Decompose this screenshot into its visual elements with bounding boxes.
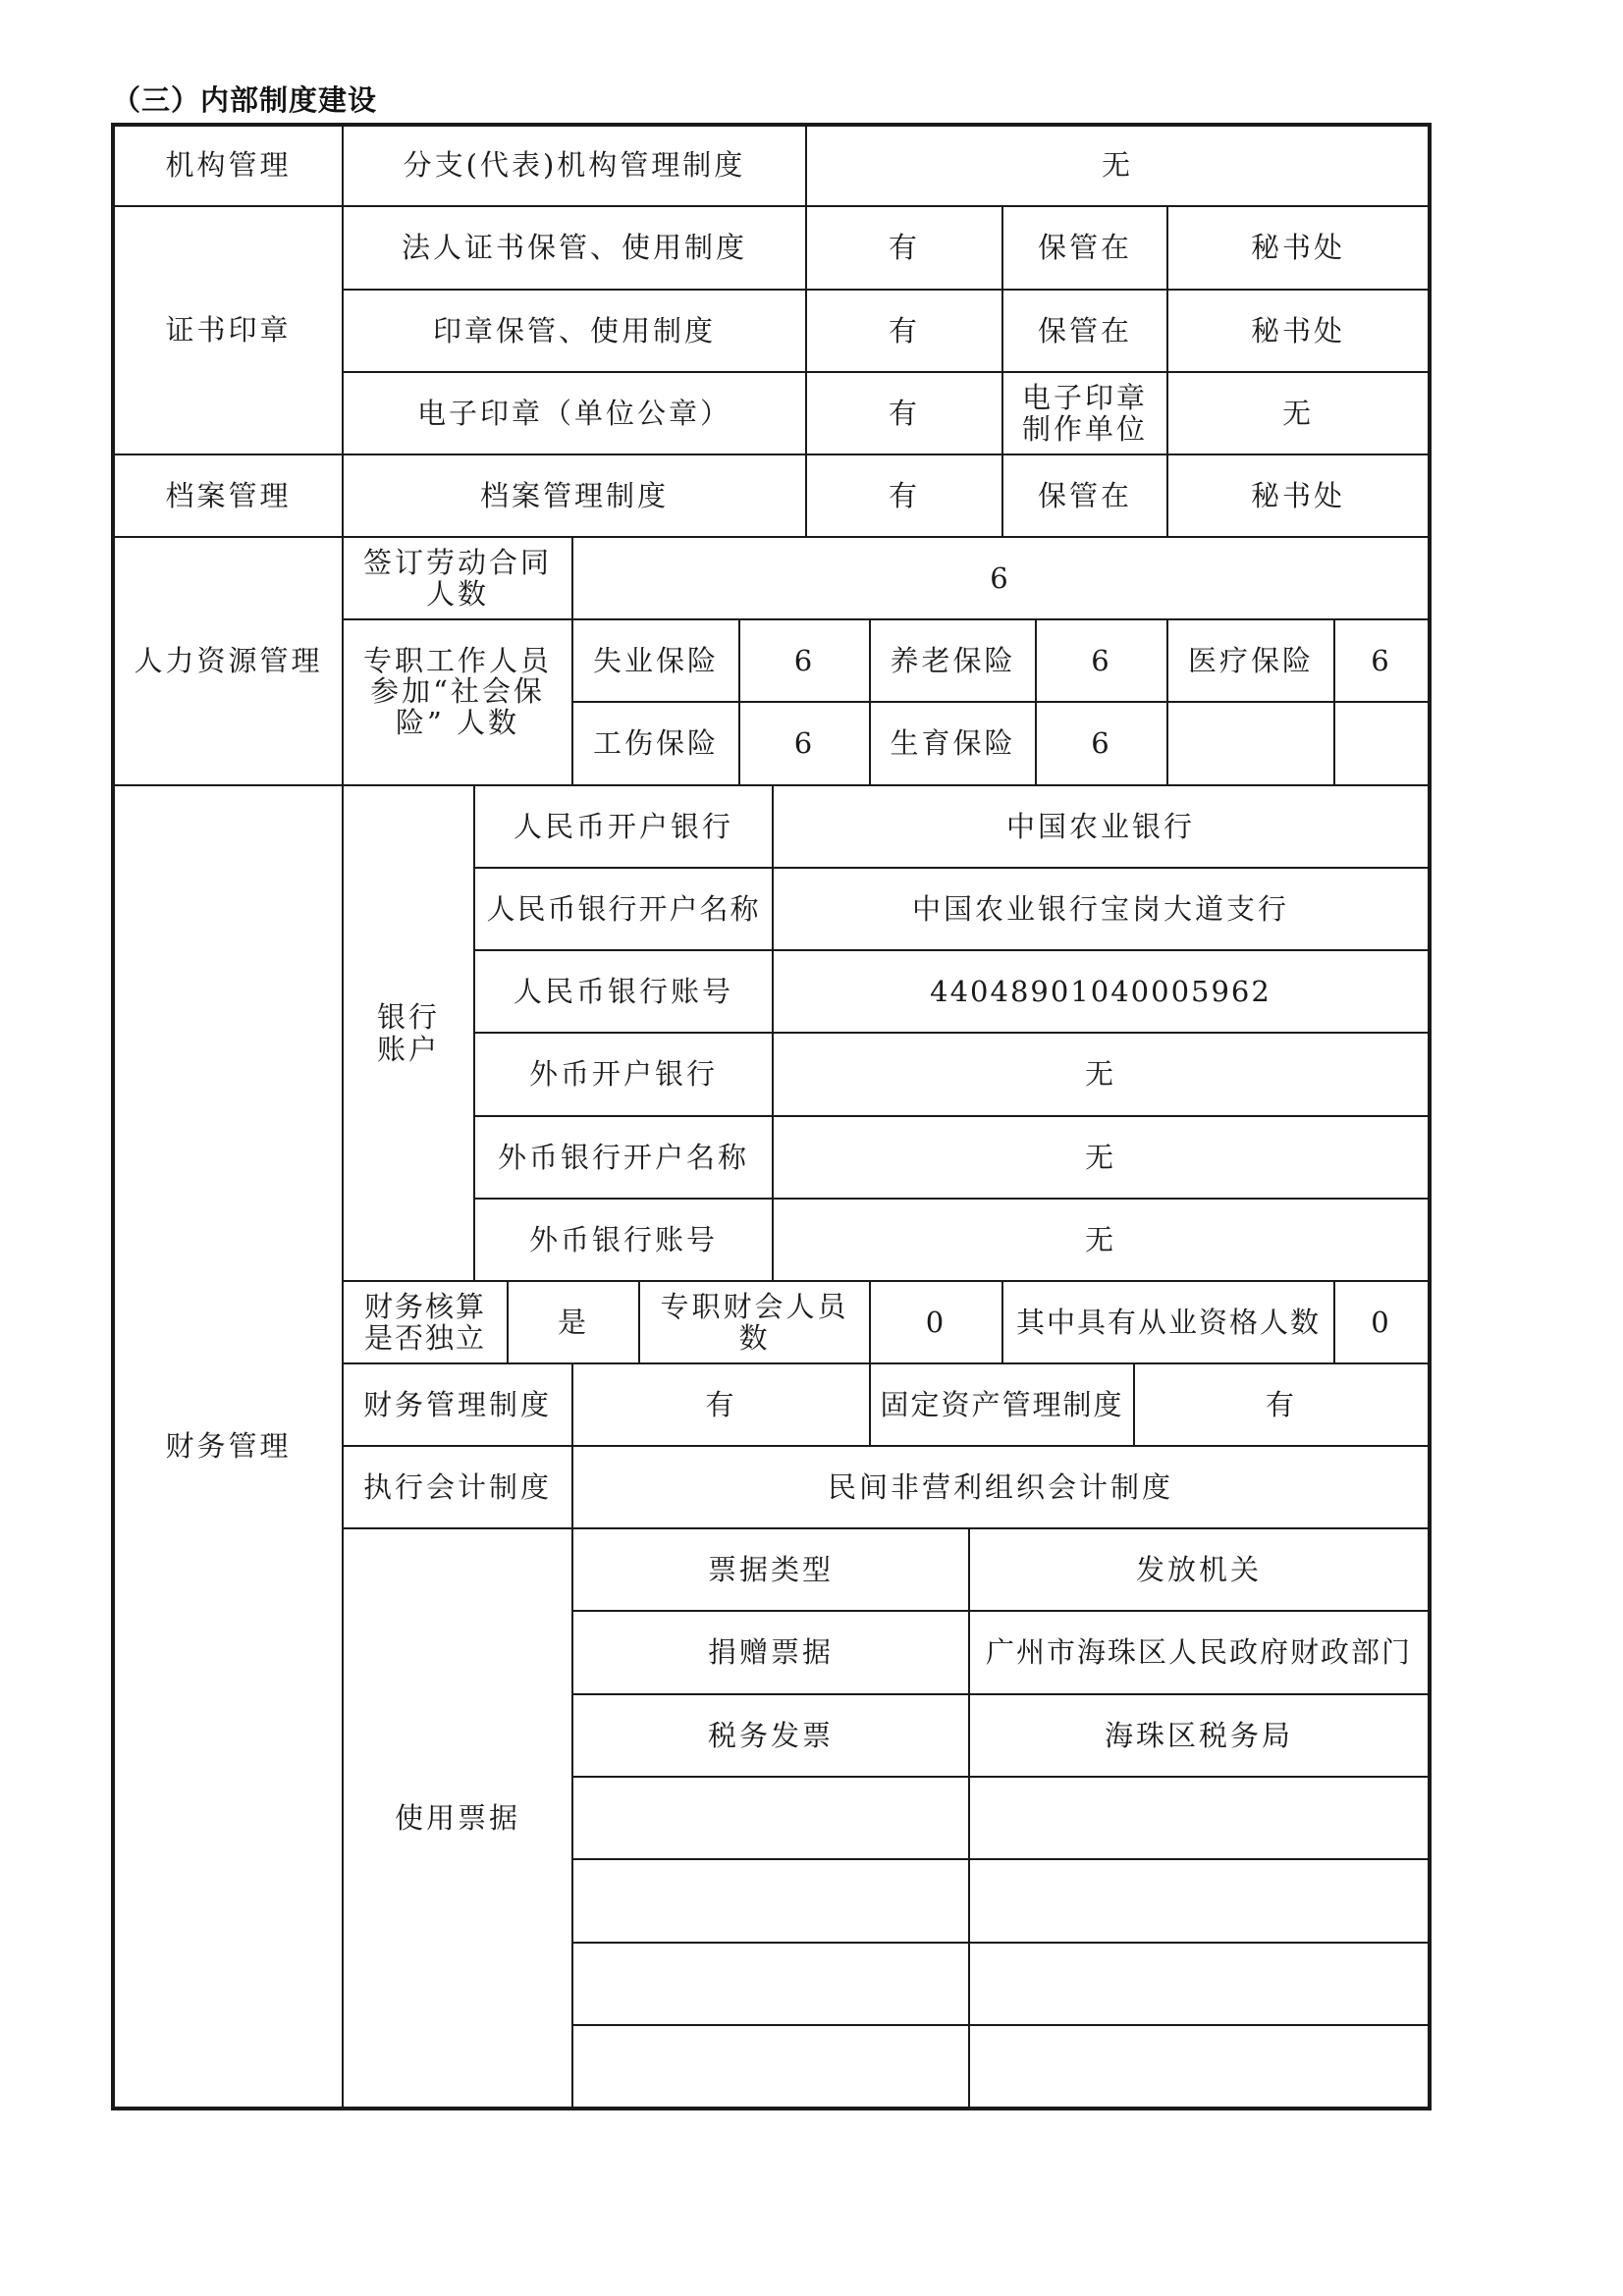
medical-label: 医疗保险 xyxy=(1187,643,1314,677)
unemployment-value: 6 xyxy=(793,643,816,677)
e-seal-key xyxy=(1003,373,1166,454)
maternity-value: 6 xyxy=(1091,726,1112,761)
bank-row-value: 无 xyxy=(1084,1057,1116,1092)
e-seal-item: 电子印章（单位公章） xyxy=(416,396,731,430)
accountants-label xyxy=(640,1282,869,1362)
internal-system-table xyxy=(111,123,1432,2111)
contract-label xyxy=(344,538,571,618)
bank-row-label: 外币开户银行 xyxy=(528,1057,718,1092)
bank-row-label: 人民币银行账号 xyxy=(513,974,733,1008)
bank-label-line1: 银行 xyxy=(376,1000,440,1035)
insurance-label xyxy=(344,620,571,784)
grid-line xyxy=(571,1858,1432,1860)
certificate-value: 有 xyxy=(888,231,920,265)
contract-label-line2: 人数 xyxy=(425,577,489,611)
bank-row-label: 人民币银行开户名称 xyxy=(486,891,761,926)
independent-label-line1: 财务核算 xyxy=(363,1289,486,1323)
seal-place: 秘书处 xyxy=(1250,313,1345,347)
certificate-place: 秘书处 xyxy=(1250,231,1345,265)
bank-row-label: 外币银行开户名称 xyxy=(497,1140,749,1174)
hr-label: 人力资源管理 xyxy=(134,644,323,678)
qualified-label: 其中具有从业资格人数 xyxy=(1015,1305,1321,1339)
accounting-label: 执行会计制度 xyxy=(362,1469,552,1504)
pension-label: 养老保险 xyxy=(890,643,1016,677)
bank-row-label: 外币银行账号 xyxy=(528,1222,718,1256)
archives-label: 档案管理 xyxy=(165,478,292,512)
certificate-item: 法人证书保管、使用制度 xyxy=(401,231,747,265)
independent-label xyxy=(344,1282,507,1362)
seal-key: 保管在 xyxy=(1037,313,1132,347)
bank-row-value: 中国农业银行宝岗大道支行 xyxy=(911,891,1289,926)
insurance-label-line3: 险” 人数 xyxy=(395,705,520,739)
mgmt-system-label: 财务管理制度 xyxy=(362,1387,552,1421)
seal-value: 有 xyxy=(888,313,920,347)
receipts-header-type: 票据类型 xyxy=(707,1552,834,1586)
accounting-value: 民间非营利组织会计制度 xyxy=(827,1469,1173,1504)
e-seal-value: 有 xyxy=(888,396,920,430)
accountants-label-line1: 专职财会人员 xyxy=(660,1289,849,1323)
accountants-label-line2: 数 xyxy=(738,1321,771,1355)
asset-system-value: 有 xyxy=(1265,1387,1297,1421)
seal-item: 印章保管、使用制度 xyxy=(432,313,716,347)
receipt-issuer: 海珠区税务局 xyxy=(1104,1718,1293,1752)
e-seal-key-line1: 电子印章 xyxy=(1021,380,1148,414)
receipt-type: 捐赠票据 xyxy=(707,1635,834,1670)
insurance-label-line1: 专职工作人员 xyxy=(362,644,552,677)
qualified-value: 0 xyxy=(1371,1305,1392,1339)
finance-label: 财务管理 xyxy=(165,1429,292,1464)
medical-value: 6 xyxy=(1371,643,1392,677)
grid-line xyxy=(571,1942,1432,1944)
table-border-bottom xyxy=(111,2107,1432,2110)
receipts-header-issuer: 发放机关 xyxy=(1135,1552,1262,1586)
bank-row-label: 人民币开户银行 xyxy=(513,809,733,843)
receipt-issuer: 广州市海珠区人民政府财政部门 xyxy=(985,1635,1412,1670)
mgmt-system-value: 有 xyxy=(705,1387,737,1421)
certificates-label: 证书印章 xyxy=(165,313,292,347)
injury-label: 工伤保险 xyxy=(592,726,719,761)
asset-system-label: 固定资产管理制度 xyxy=(880,1387,1124,1421)
contract-label-line1: 签订劳动合同 xyxy=(362,545,552,579)
bank-row-value: 中国农业银行 xyxy=(1005,809,1195,843)
archives-item: 档案管理制度 xyxy=(479,478,669,512)
e-seal-place: 无 xyxy=(1281,396,1314,430)
certificate-key: 保管在 xyxy=(1037,231,1132,265)
grid-line xyxy=(571,2024,1432,2026)
insurance-label-line2: 参加“社会保 xyxy=(370,674,545,709)
receipt-type: 税务发票 xyxy=(707,1718,834,1752)
injury-value: 6 xyxy=(793,726,816,761)
bank-label xyxy=(344,786,473,1280)
unemployment-label: 失业保险 xyxy=(592,643,719,677)
bank-account-number: 44048901040005962 xyxy=(930,974,1271,1008)
e-seal-key-line2: 制作单位 xyxy=(1021,412,1148,446)
institution-value: 无 xyxy=(1101,147,1133,182)
accountants-value: 0 xyxy=(925,1305,947,1339)
bank-row-value: 无 xyxy=(1084,1222,1116,1256)
archives-place: 秘书处 xyxy=(1250,478,1345,512)
archives-value: 有 xyxy=(888,478,920,512)
contract-count: 6 xyxy=(990,561,1011,595)
independent-label-line2: 是否独立 xyxy=(363,1321,486,1355)
institution-label: 机构管理 xyxy=(165,147,292,182)
pension-value: 6 xyxy=(1091,643,1112,677)
bank-label-line2: 账户 xyxy=(376,1032,440,1066)
independent-value: 是 xyxy=(557,1305,589,1339)
institution-item: 分支(代表)机构管理制度 xyxy=(403,147,746,182)
archives-key: 保管在 xyxy=(1037,478,1132,512)
receipts-label: 使用票据 xyxy=(394,1800,520,1835)
maternity-label: 生育保险 xyxy=(890,726,1016,761)
section-title: （三）内部制度建设 xyxy=(112,83,378,117)
bank-row-value: 无 xyxy=(1084,1140,1116,1174)
grid-line xyxy=(571,1776,1432,1778)
